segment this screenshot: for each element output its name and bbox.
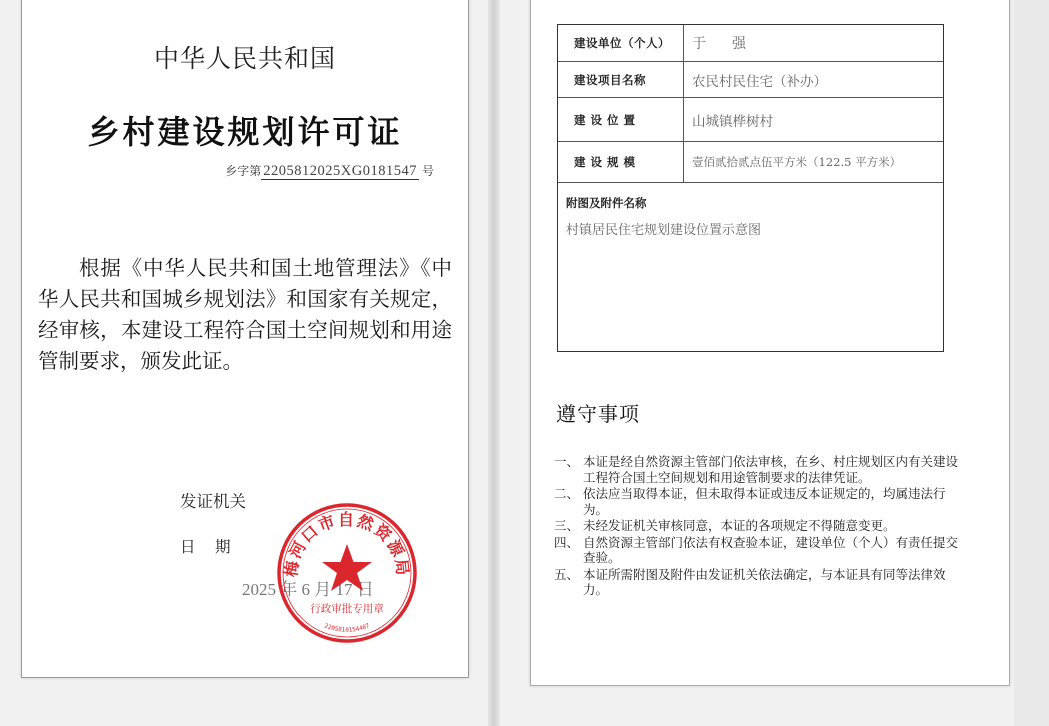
row-value-applicant: 于 强 — [692, 36, 752, 52]
attachments-label: 附图及附件名称 — [566, 196, 647, 210]
seal-arc-text-path: 梅河口市自然资源局 — [281, 509, 413, 579]
number-suffix: 号 — [421, 164, 434, 178]
list-item — [554, 454, 969, 485]
compliance-notes-list — [554, 454, 969, 599]
issuing-authority-label: 发证机关 — [180, 492, 246, 511]
row-value-location: 山城镇桦树村 — [692, 113, 773, 130]
seal-code — [323, 622, 371, 634]
seal-subtext: 行政审批专用章 — [310, 603, 384, 615]
notes-title: 遵守事项 — [556, 402, 640, 426]
note-index: 三、 — [554, 518, 580, 533]
row-value-scale: 壹佰贰拾贰点伍平方米（122.5 平方米） — [692, 155, 902, 169]
number-prefix: 乡字第 — [225, 164, 262, 178]
seal-star-icon — [322, 544, 372, 591]
note-index: 四、 — [554, 534, 580, 550]
list-item — [554, 535, 969, 566]
seal-code-path: 2205810154467 — [323, 622, 371, 634]
note-text: 本证所需附图及附件由发证机关依法确定，与本证具有同等法律效力。 — [583, 566, 946, 597]
official-seal-stamp — [274, 500, 420, 646]
note-text: 本证是经自然资源主管部门依法审核，在乡、村庄规划区内有关建设工程符合国土空间规划和用途管制要求的法律凭证。 — [583, 454, 959, 485]
certificate-number — [225, 162, 434, 180]
row-value-project-name: 农民村民住宅（补办） — [692, 73, 827, 90]
background-edge — [1014, 0, 1049, 726]
certificate-body-text: 根据《中华人民共和国土地管理法》《中华人民共和国城乡规划法》和国家有关规定，经审核，本建设工程符合国土空间规划和用途管制要求，颁发此证。 — [38, 256, 452, 373]
row-label-applicant: 建设单位（个人） — [558, 25, 684, 61]
issue-date: 2025 年 6 月 17 日 — [242, 580, 374, 599]
note-index: 二、 — [554, 486, 580, 501]
list-item — [554, 518, 969, 534]
certificate-title: 乡村建设规划许可证 — [87, 113, 403, 151]
note-index: 五、 — [554, 566, 580, 582]
note-text: 自然资源主管部门依法有权查验本证，建设单位（个人）有责任提交查验。 — [583, 534, 959, 565]
table-row — [558, 98, 943, 142]
row-label-project-name: 建设项目名称 — [558, 62, 684, 97]
attachments-value: 村镇居民住宅规划建设位置示意图 — [566, 223, 762, 238]
note-index: 一、 — [554, 454, 580, 469]
number-value: 2205812025XG0181547 — [263, 163, 417, 179]
note-text: 未经发证机关审核同意，本证的各项规定不得随意变更。 — [583, 518, 896, 533]
list-item — [554, 567, 969, 598]
table-row — [558, 142, 943, 183]
table-row — [558, 62, 943, 98]
row-label-scale: 建 设 规 模 — [558, 142, 684, 182]
list-item — [554, 486, 969, 517]
project-info-table — [557, 24, 944, 352]
country-name: 中华人民共和国 — [153, 44, 336, 73]
date-label: 日 期 — [180, 538, 233, 556]
table-row — [558, 25, 943, 62]
book-gutter — [488, 0, 500, 726]
note-text: 依法应当取得本证，但未取得本证或违反本证规定的，均属违法行为。 — [583, 486, 946, 517]
row-label-location: 建 设 位 置 — [558, 98, 684, 141]
